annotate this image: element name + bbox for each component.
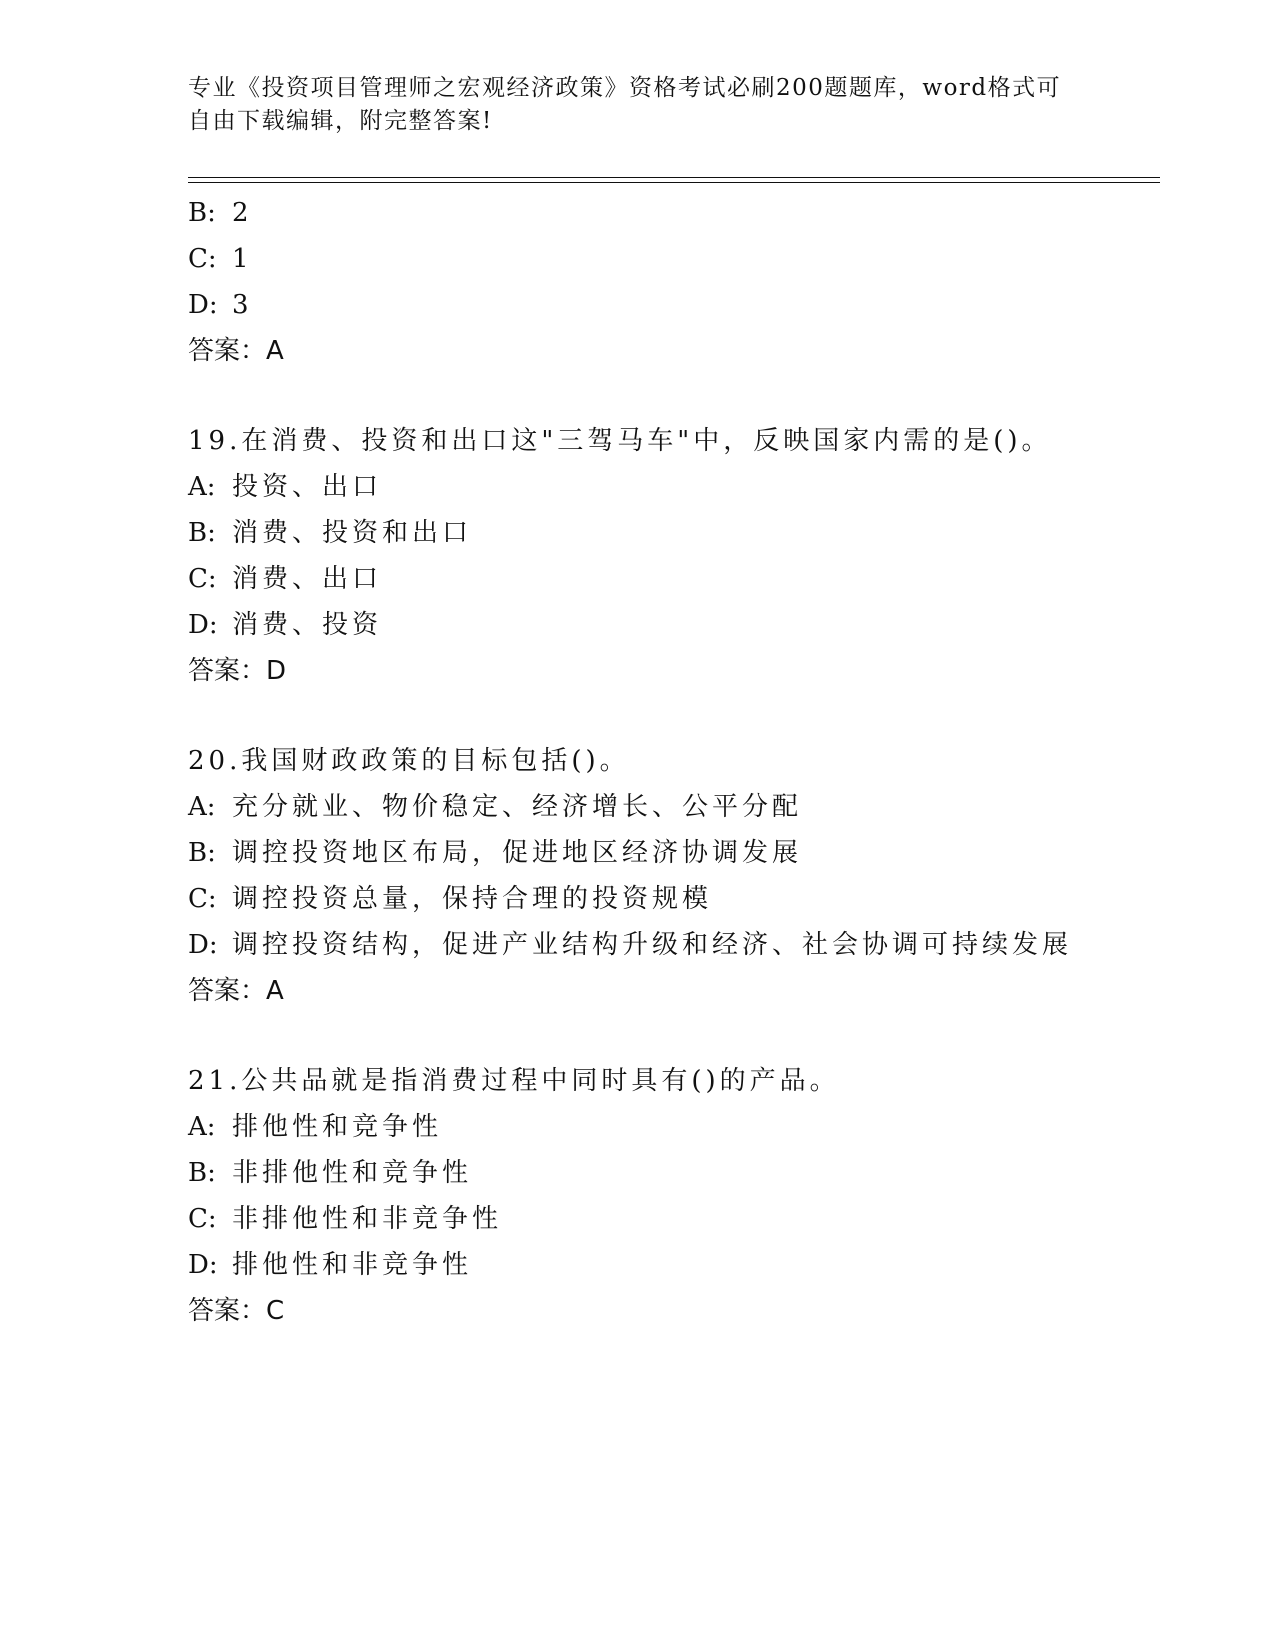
option-letter: C: — [188, 244, 217, 274]
option-letter: B: — [188, 1158, 216, 1188]
header-divider-top — [188, 177, 1160, 178]
option-text: 排他性和竞争性 — [232, 1112, 443, 1142]
document-header — [188, 72, 1088, 138]
option-letter: C: — [188, 1204, 217, 1234]
question-20 — [188, 738, 1188, 1014]
answer-line: 答案：D — [188, 656, 287, 686]
option-row — [188, 1196, 1188, 1242]
option-row — [188, 830, 1188, 876]
option-text: 2 — [232, 198, 253, 228]
question-spacer — [188, 1014, 1188, 1058]
option-text: 调控投资地区布局，促进地区经济协调发展 — [232, 838, 803, 868]
option-row — [188, 464, 1188, 510]
option-row — [188, 876, 1188, 922]
answer-line: 答案：C — [188, 1296, 285, 1326]
option-row — [188, 190, 1188, 236]
question-19 — [188, 418, 1188, 694]
option-row — [188, 556, 1188, 602]
question-stem: 19.在消费、投资和出口这"三驾马车"中，反映国家内需的是()。 — [188, 426, 1052, 456]
option-text: 3 — [232, 290, 253, 320]
option-letter: D: — [188, 290, 218, 320]
option-letter: B: — [188, 518, 216, 548]
option-text: 非排他性和竞争性 — [232, 1158, 473, 1188]
option-letter: A: — [188, 792, 216, 822]
option-text: 调控投资结构，促进产业结构升级和经济、社会协调可持续发展 — [232, 930, 1073, 960]
option-text: 投资、出口 — [232, 472, 383, 502]
option-letter: D: — [188, 1250, 218, 1280]
option-text: 充分就业、物价稳定、经济增长、公平分配 — [232, 792, 803, 822]
option-row — [188, 236, 1188, 282]
option-text: 消费、出口 — [232, 564, 383, 594]
option-row — [188, 282, 1188, 328]
option-letter: B: — [188, 838, 216, 868]
option-text: 非排他性和非竞争性 — [232, 1204, 503, 1234]
option-row — [188, 922, 1188, 968]
option-row — [188, 1150, 1188, 1196]
option-text: 调控投资总量，保持合理的投资规模 — [232, 884, 713, 914]
option-text: 1 — [232, 244, 253, 274]
header-divider-bottom — [188, 182, 1160, 183]
option-letter: A: — [188, 1112, 216, 1142]
option-text: 消费、投资 — [232, 610, 383, 640]
header-line-2: 自由下载编辑，附完整答案! — [188, 108, 493, 134]
question-18-tail — [188, 190, 1188, 374]
answer-line: 答案：A — [188, 976, 284, 1006]
option-row — [188, 510, 1188, 556]
header-line-1: 专业《投资项目管理师之宏观经济政策》资格考试必刷200题题库，word格式可 — [188, 75, 1062, 101]
option-row — [188, 602, 1188, 648]
question-spacer — [188, 374, 1188, 418]
question-stem: 20.我国财政政策的目标包括()。 — [188, 746, 630, 776]
question-list — [188, 190, 1188, 1334]
option-letter: D: — [188, 930, 218, 960]
option-letter: B: — [188, 198, 216, 228]
option-text: 排他性和非竞争性 — [232, 1250, 473, 1280]
option-letter: A: — [188, 472, 216, 502]
answer-line: 答案：A — [188, 336, 284, 366]
option-letter: C: — [188, 564, 217, 594]
question-stem: 21.公共品就是指消费过程中同时具有()的产品。 — [188, 1066, 840, 1096]
question-21 — [188, 1058, 1188, 1334]
option-row — [188, 784, 1188, 830]
question-spacer — [188, 694, 1188, 738]
option-letter: C: — [188, 884, 217, 914]
option-letter: D: — [188, 610, 218, 640]
option-row — [188, 1104, 1188, 1150]
option-row — [188, 1242, 1188, 1288]
option-text: 消费、投资和出口 — [232, 518, 473, 548]
